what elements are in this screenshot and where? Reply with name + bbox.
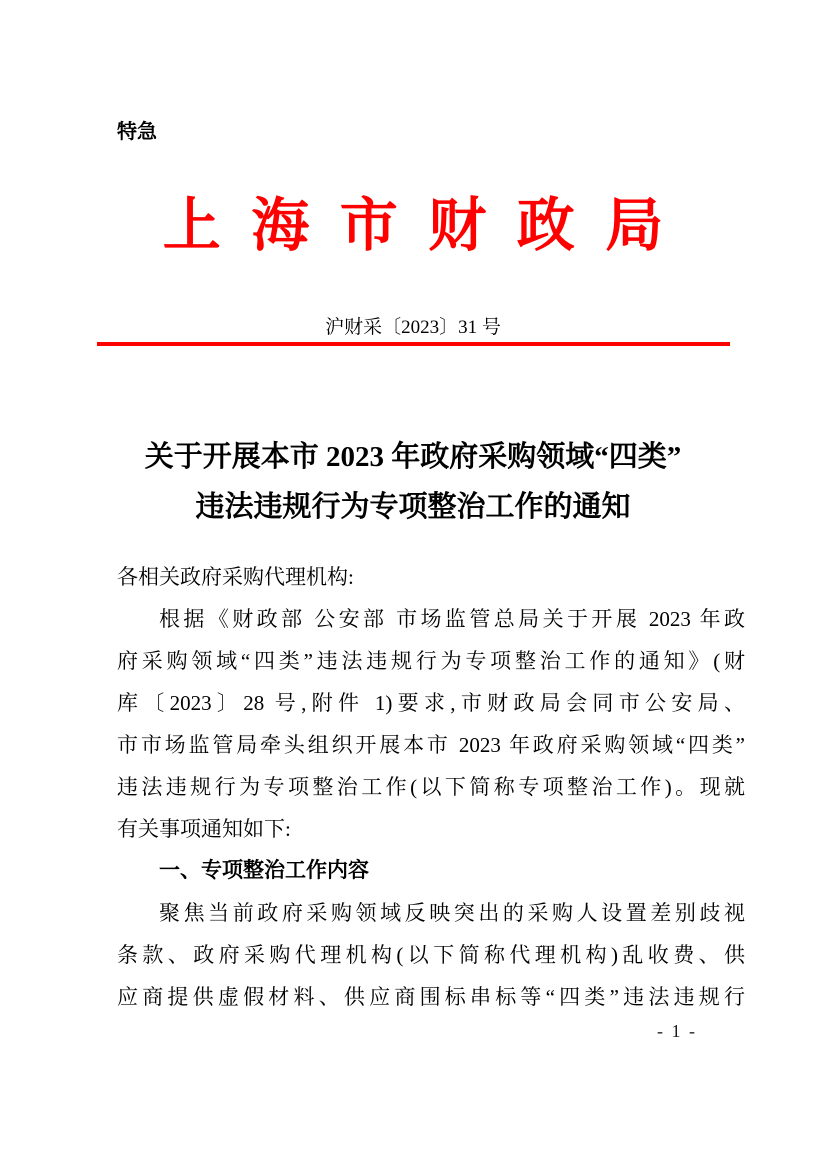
document-number: 沪财采〔2023〕31 号	[325, 317, 501, 338]
body-line: 有关事项通知如下:	[117, 817, 291, 841]
salutation-line: 各相关政府采购代理机构:	[117, 565, 354, 589]
body-line: 违法违规行为专项整治工作(以下简称专项整治工作)。现就	[117, 775, 745, 799]
body-line: 根据《财政部 公安部 市场监管总局关于开展 2023 年政	[159, 607, 745, 631]
page-number: - 1 -	[657, 1021, 697, 1041]
section-heading: 一、专项整治工作内容	[159, 859, 369, 882]
notice-title-line2: 违法违规行为专项整治工作的通知	[195, 491, 631, 523]
red-divider-line	[97, 342, 730, 346]
body-line: 库〔2023〕28 号,附件 1)要求,市财政局会同市公安局、	[117, 691, 745, 715]
urgency-label: 特急	[117, 121, 157, 143]
notice-body	[117, 556, 745, 1018]
issuing-authority-title: 上 海 市 财 政 局	[162, 193, 664, 258]
body-line: 市市场监管局牵头组织开展本市 2023 年政府采购领域“四类”	[117, 733, 745, 757]
body-line: 条款、政府采购代理机构(以下简称代理机构)乱收费、供	[117, 943, 745, 967]
body-line: 应商提供虚假材料、供应商围标串标等“四类”违法违规行	[117, 985, 745, 1009]
body-line: 府采购领域“四类”违法违规行为专项整治工作的通知》(财	[117, 649, 745, 673]
body-line: 聚焦当前政府采购领域反映突出的采购人设置差别歧视	[159, 901, 745, 925]
notice-title	[0, 432, 826, 532]
notice-title-line1: 关于开展本市 2023 年政府采购领域“四类”	[144, 441, 682, 473]
